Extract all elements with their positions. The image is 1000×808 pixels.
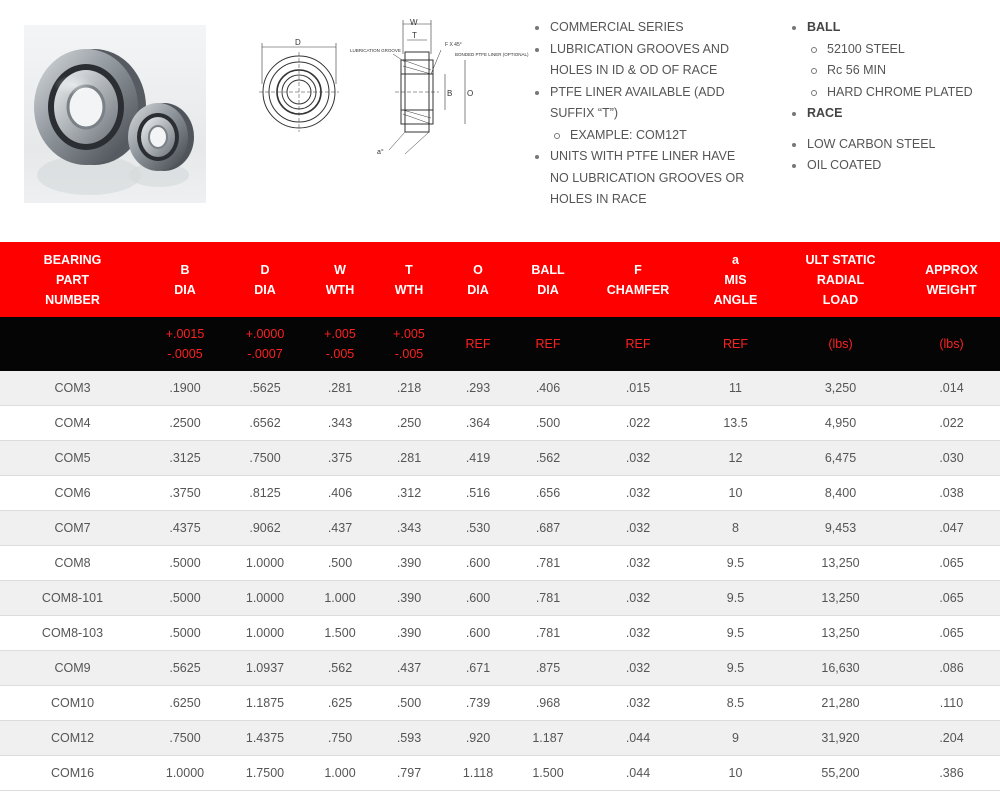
table-cell: 13,250 bbox=[778, 546, 903, 581]
table-cell: .2500 bbox=[145, 406, 225, 441]
table-cell: .343 bbox=[375, 511, 443, 546]
table-cell: .781 bbox=[513, 616, 583, 651]
table-cell: 1.500 bbox=[305, 616, 375, 651]
table-cell: 8.5 bbox=[693, 686, 778, 721]
table-cell: .032 bbox=[583, 441, 693, 476]
column-header: BALL DIA bbox=[513, 242, 583, 317]
part-number-cell: COM3 bbox=[0, 371, 145, 406]
column-header: B DIA bbox=[145, 242, 225, 317]
table-cell: .530 bbox=[443, 511, 513, 546]
table-cell: .750 bbox=[305, 721, 375, 756]
table-cell: .032 bbox=[583, 616, 693, 651]
table-cell: .375 bbox=[305, 441, 375, 476]
part-number-cell: COM6 bbox=[0, 476, 145, 511]
table-cell: .032 bbox=[583, 651, 693, 686]
table-cell: .065 bbox=[903, 581, 1000, 616]
tolerance-cell: REF bbox=[693, 317, 778, 371]
tolerance-cell: (lbs) bbox=[778, 317, 903, 371]
table-cell: 1.1875 bbox=[225, 686, 305, 721]
tolerance-cell: REF bbox=[583, 317, 693, 371]
feature-item: PTFE LINER AVAILABLE (ADD SUFFIX “T”) bbox=[534, 82, 749, 125]
table-cell: 4,950 bbox=[778, 406, 903, 441]
table-row bbox=[0, 756, 1000, 791]
tolerance-row bbox=[0, 317, 1000, 371]
table-cell: 9 bbox=[693, 721, 778, 756]
table-cell: .797 bbox=[375, 756, 443, 791]
dim-d-label: D bbox=[295, 38, 301, 47]
table-cell: .065 bbox=[903, 546, 1000, 581]
tolerance-cell: +.0000 -.0007 bbox=[225, 317, 305, 371]
table-cell: .022 bbox=[583, 406, 693, 441]
feature-item: LUBRICATION GROOVES AND HOLES IN ID & OD OF RACE bbox=[534, 39, 749, 82]
table-cell: .9062 bbox=[225, 511, 305, 546]
table-row bbox=[0, 721, 1000, 756]
table-cell: .406 bbox=[513, 371, 583, 406]
feature-item: UNITS WITH PTFE LINER HAVE NO LUBRICATION GROOVES OR HOLES IN RACE bbox=[534, 146, 749, 211]
table-cell: .110 bbox=[903, 686, 1000, 721]
table-cell: .406 bbox=[305, 476, 375, 511]
table-cell: 9,453 bbox=[778, 511, 903, 546]
table-cell: 9.5 bbox=[693, 651, 778, 686]
table-cell: 31,920 bbox=[778, 721, 903, 756]
feature-item: COMMERCIAL SERIES bbox=[534, 17, 749, 39]
table-cell: .500 bbox=[305, 546, 375, 581]
table-cell: .600 bbox=[443, 546, 513, 581]
table-cell: 1.0000 bbox=[225, 546, 305, 581]
table-cell: .218 bbox=[375, 371, 443, 406]
feature-subitem: EXAMPLE: COM12T bbox=[554, 125, 749, 147]
table-cell: .7500 bbox=[225, 441, 305, 476]
material-heading-race: RACE bbox=[791, 103, 991, 125]
part-number-cell: COM8 bbox=[0, 546, 145, 581]
column-header: BEARING PART NUMBER bbox=[0, 242, 145, 317]
table-cell: 1.7500 bbox=[225, 756, 305, 791]
table-cell: .044 bbox=[583, 721, 693, 756]
table-cell: .625 bbox=[305, 686, 375, 721]
table-cell: .390 bbox=[375, 616, 443, 651]
column-header: APPROX WEIGHT bbox=[903, 242, 1000, 317]
table-cell: 9.5 bbox=[693, 581, 778, 616]
materials-list bbox=[791, 17, 991, 177]
bearing-spec-table bbox=[0, 242, 1000, 791]
part-number-cell: COM12 bbox=[0, 721, 145, 756]
dim-o-label: O bbox=[467, 89, 474, 98]
table-cell: .5000 bbox=[145, 546, 225, 581]
tolerance-cell: +.005 -.005 bbox=[375, 317, 443, 371]
column-header: W WTH bbox=[305, 242, 375, 317]
column-header: F CHAMFER bbox=[583, 242, 693, 317]
table-cell: .437 bbox=[375, 651, 443, 686]
table-cell: 9.5 bbox=[693, 546, 778, 581]
table-cell: 16,630 bbox=[778, 651, 903, 686]
table-cell: 1.000 bbox=[305, 581, 375, 616]
table-cell: .032 bbox=[583, 546, 693, 581]
table-cell: 12 bbox=[693, 441, 778, 476]
spherical-bearing-image bbox=[24, 25, 206, 203]
table-cell: .687 bbox=[513, 511, 583, 546]
lube-groove-label: LUBRICATION GROOVE bbox=[350, 48, 401, 53]
part-number-cell: COM8-103 bbox=[0, 616, 145, 651]
column-header: D DIA bbox=[225, 242, 305, 317]
table-cell: 13.5 bbox=[693, 406, 778, 441]
table-cell: .5625 bbox=[225, 371, 305, 406]
bearing-technical-drawing bbox=[255, 14, 529, 164]
material-heading-ball: BALL bbox=[791, 17, 991, 39]
table-row bbox=[0, 476, 1000, 511]
table-cell: .032 bbox=[583, 686, 693, 721]
table-cell: .047 bbox=[903, 511, 1000, 546]
table-cell: 3,250 bbox=[778, 371, 903, 406]
table-cell: .600 bbox=[443, 581, 513, 616]
mis-angle-label: a° bbox=[377, 149, 384, 156]
table-cell: .293 bbox=[443, 371, 513, 406]
table-cell: .086 bbox=[903, 651, 1000, 686]
dim-t-label: T bbox=[412, 31, 417, 40]
table-cell: 1.500 bbox=[513, 756, 583, 791]
table-row bbox=[0, 616, 1000, 651]
table-cell: .030 bbox=[903, 441, 1000, 476]
part-number-cell: COM8-101 bbox=[0, 581, 145, 616]
table-cell: 1.118 bbox=[443, 756, 513, 791]
table-cell: 13,250 bbox=[778, 616, 903, 651]
table-cell: 1.0000 bbox=[225, 581, 305, 616]
table-cell: .015 bbox=[583, 371, 693, 406]
table-cell: .390 bbox=[375, 546, 443, 581]
table-row bbox=[0, 651, 1000, 686]
table-cell: 21,280 bbox=[778, 686, 903, 721]
part-number-cell: COM10 bbox=[0, 686, 145, 721]
table-cell: .204 bbox=[903, 721, 1000, 756]
table-cell: .364 bbox=[443, 406, 513, 441]
table-cell: .739 bbox=[443, 686, 513, 721]
table-cell: 1.0000 bbox=[145, 756, 225, 791]
tolerance-cell: REF bbox=[513, 317, 583, 371]
table-cell: .6250 bbox=[145, 686, 225, 721]
table-cell: .044 bbox=[583, 756, 693, 791]
tolerance-cell: +.0015 -.0005 bbox=[145, 317, 225, 371]
material-item: 52100 STEEL bbox=[811, 39, 991, 61]
dim-b-label: B bbox=[447, 89, 453, 98]
dim-f-label: F X 45° bbox=[445, 42, 462, 48]
table-cell: .038 bbox=[903, 476, 1000, 511]
table-cell: .437 bbox=[305, 511, 375, 546]
column-header: O DIA bbox=[443, 242, 513, 317]
tolerance-cell: REF bbox=[443, 317, 513, 371]
table-cell: 55,200 bbox=[778, 756, 903, 791]
material-item: HARD CHROME PLATED bbox=[811, 82, 991, 104]
table-row bbox=[0, 371, 1000, 406]
column-header: ULT STATIC RADIAL LOAD bbox=[778, 242, 903, 317]
table-cell: .5000 bbox=[145, 616, 225, 651]
table-cell: .312 bbox=[375, 476, 443, 511]
part-number-cell: COM7 bbox=[0, 511, 145, 546]
table-row bbox=[0, 511, 1000, 546]
part-number-cell: COM4 bbox=[0, 406, 145, 441]
table-cell: .3125 bbox=[145, 441, 225, 476]
tolerance-cell: +.005 -.005 bbox=[305, 317, 375, 371]
table-cell: .1900 bbox=[145, 371, 225, 406]
table-cell: .500 bbox=[375, 686, 443, 721]
tolerance-cell: (lbs) bbox=[903, 317, 1000, 371]
table-cell: .656 bbox=[513, 476, 583, 511]
table-cell: 10 bbox=[693, 756, 778, 791]
material-item: OIL COATED bbox=[791, 155, 991, 177]
product-photo bbox=[24, 25, 206, 203]
table-cell: .014 bbox=[903, 371, 1000, 406]
table-cell: .5000 bbox=[145, 581, 225, 616]
tolerance-cell bbox=[0, 317, 145, 371]
table-row bbox=[0, 581, 1000, 616]
table-cell: .419 bbox=[443, 441, 513, 476]
table-cell: 1.0937 bbox=[225, 651, 305, 686]
table-cell: .4375 bbox=[145, 511, 225, 546]
table-body bbox=[0, 371, 1000, 791]
table-cell: .032 bbox=[583, 581, 693, 616]
table-cell: .562 bbox=[305, 651, 375, 686]
table-header-row bbox=[0, 242, 1000, 317]
table-cell: .968 bbox=[513, 686, 583, 721]
table-cell: .281 bbox=[375, 441, 443, 476]
table-cell: 13,250 bbox=[778, 581, 903, 616]
table-row bbox=[0, 686, 1000, 721]
table-cell: .032 bbox=[583, 476, 693, 511]
table-cell: 10 bbox=[693, 476, 778, 511]
ptfe-liner-label: BONDED PTFE LINER (OPTIONAL) bbox=[455, 52, 529, 57]
table-cell: 9.5 bbox=[693, 616, 778, 651]
table-cell: .920 bbox=[443, 721, 513, 756]
table-cell: .671 bbox=[443, 651, 513, 686]
dim-w-label: W bbox=[410, 18, 418, 27]
table-cell: .343 bbox=[305, 406, 375, 441]
table-cell: .562 bbox=[513, 441, 583, 476]
table-cell: .593 bbox=[375, 721, 443, 756]
table-cell: .781 bbox=[513, 546, 583, 581]
table-cell: .281 bbox=[305, 371, 375, 406]
table-cell: .875 bbox=[513, 651, 583, 686]
table-cell: 8,400 bbox=[778, 476, 903, 511]
table-row bbox=[0, 546, 1000, 581]
table-cell: .8125 bbox=[225, 476, 305, 511]
table-row bbox=[0, 406, 1000, 441]
table-cell: .500 bbox=[513, 406, 583, 441]
table-cell: .250 bbox=[375, 406, 443, 441]
column-header: T WTH bbox=[375, 242, 443, 317]
part-number-cell: COM16 bbox=[0, 756, 145, 791]
table-cell: 1.187 bbox=[513, 721, 583, 756]
part-number-cell: COM5 bbox=[0, 441, 145, 476]
table-cell: 8 bbox=[693, 511, 778, 546]
table-cell: .516 bbox=[443, 476, 513, 511]
table-cell: .3750 bbox=[145, 476, 225, 511]
table-cell: .386 bbox=[903, 756, 1000, 791]
table-row bbox=[0, 441, 1000, 476]
table-cell: .5625 bbox=[145, 651, 225, 686]
table-cell: .065 bbox=[903, 616, 1000, 651]
table-cell: .390 bbox=[375, 581, 443, 616]
table-cell: 6,475 bbox=[778, 441, 903, 476]
table-cell: .032 bbox=[583, 511, 693, 546]
table-cell: 1.000 bbox=[305, 756, 375, 791]
table-cell: 1.0000 bbox=[225, 616, 305, 651]
features-list-left bbox=[534, 17, 749, 211]
material-item: Rc 56 MIN bbox=[811, 60, 991, 82]
table-cell: 11 bbox=[693, 371, 778, 406]
table-cell: .781 bbox=[513, 581, 583, 616]
part-number-cell: COM9 bbox=[0, 651, 145, 686]
table-cell: .022 bbox=[903, 406, 1000, 441]
material-item: LOW CARBON STEEL bbox=[791, 134, 991, 156]
table-cell: .7500 bbox=[145, 721, 225, 756]
table-cell: .600 bbox=[443, 616, 513, 651]
column-header: a MIS ANGLE bbox=[693, 242, 778, 317]
table-cell: .6562 bbox=[225, 406, 305, 441]
table-cell: 1.4375 bbox=[225, 721, 305, 756]
